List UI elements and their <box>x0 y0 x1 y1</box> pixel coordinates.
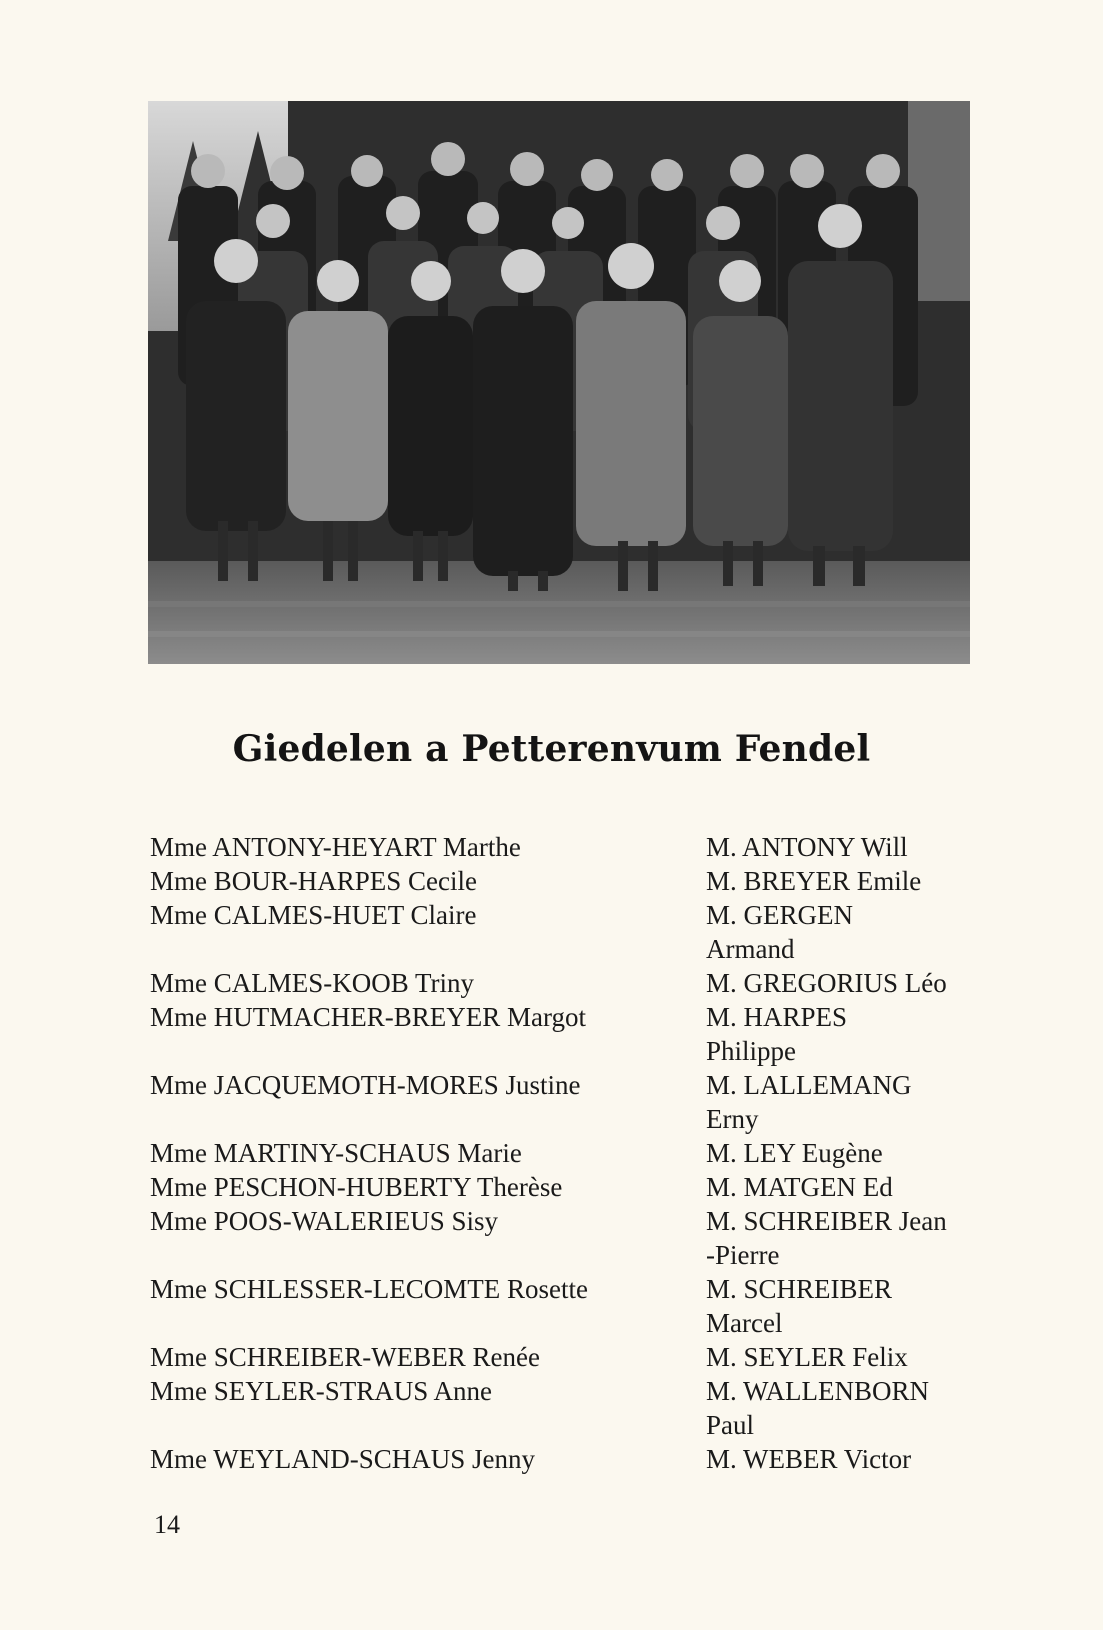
member-entry: Mme CALMES-KOOB Triny <box>150 968 475 998</box>
member-entry: M. LEY Eugène <box>706 1138 883 1168</box>
member-entry: M. HARPES Philippe <box>706 1002 848 1066</box>
member-entry: Mme POOS-WALERIEUS Sisy <box>150 1206 499 1236</box>
member-entry: M. GREGORIUS Léo <box>706 968 947 998</box>
member-entry: M. WALLENBORN Paul <box>706 1376 930 1440</box>
member-entry: Mme SCHREIBER-WEBER Renée <box>150 1342 540 1372</box>
member-entry: M. WEBER Victor <box>706 1444 912 1474</box>
member-entry: M. ANTONY Will <box>706 832 908 862</box>
member-entry: M. SCHREIBER Jean -Pierre <box>706 1206 947 1270</box>
member-entry: Mme CALMES-HUET Claire <box>150 900 477 930</box>
member-entry: M. BREYER Emile <box>706 866 922 896</box>
member-entry: Mme BOUR-HARPES Cecile <box>150 866 477 896</box>
member-entry: Mme ANTONY-HEYART Marthe <box>150 832 521 862</box>
section-title: Giedelen a Petterenvum Fendel <box>232 728 871 770</box>
member-entry: Mme MARTINY-SCHAUS Marie <box>150 1138 522 1168</box>
member-entry: M. MATGEN Ed <box>706 1172 893 1202</box>
member-entry: M. GERGEN Armand <box>706 900 853 964</box>
member-entry: Mme SEYLER-STRAUS Anne <box>150 1376 493 1406</box>
member-entry: Mme JACQUEMOTH-MORES Justine <box>150 1070 581 1100</box>
member-entry: Mme HUTMACHER-BREYER Margot <box>150 1002 586 1032</box>
group-photo-icon <box>148 101 970 664</box>
page-number: 14 <box>154 1510 180 1539</box>
women-members-list <box>150 830 670 1476</box>
member-entry: M. SEYLER Felix <box>706 1342 908 1372</box>
member-entry: M. SCHREIBER Marcel <box>706 1274 893 1338</box>
men-members-list <box>706 830 986 1476</box>
member-entry: M. LALLEMANG Erny <box>706 1070 912 1134</box>
member-entry: Mme WEYLAND-SCHAUS Jenny <box>150 1444 535 1474</box>
member-entry: Mme PESCHON-HUBERTY Therèse <box>150 1172 563 1202</box>
group-photo <box>148 101 970 664</box>
member-entry: Mme SCHLESSER-LECOMTE Rosette <box>150 1274 588 1304</box>
